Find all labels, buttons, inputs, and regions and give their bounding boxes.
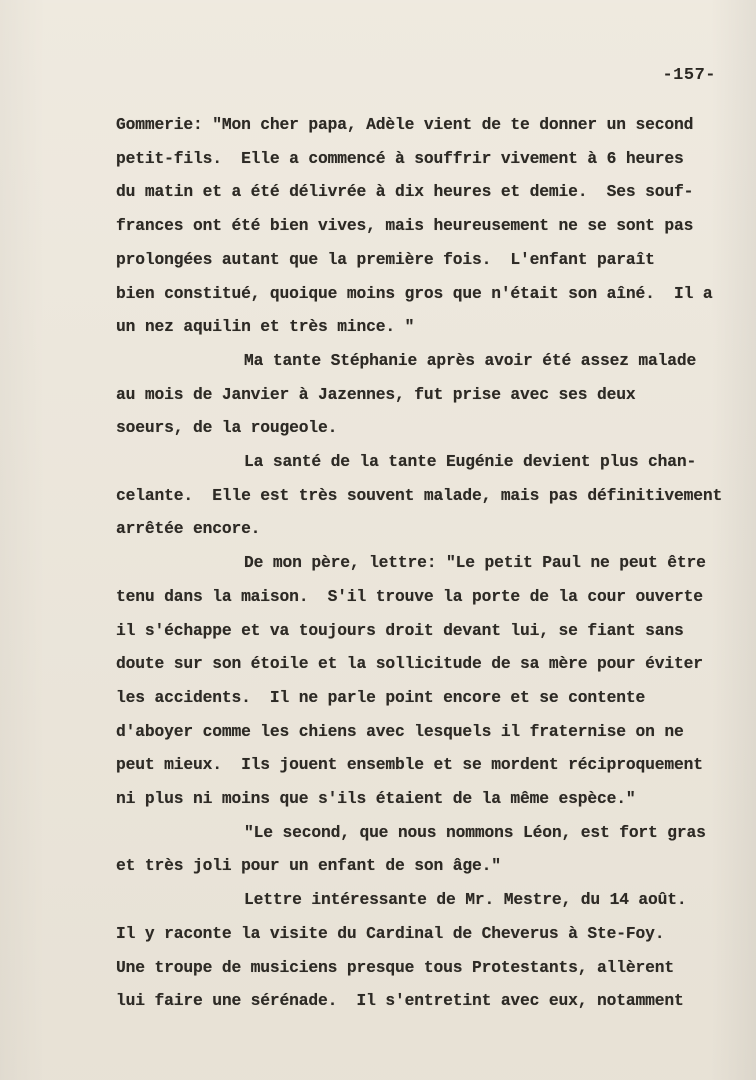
text-line: bien constitué, quoique moins gros que n'était son aîné. Il a	[116, 283, 713, 303]
text-line: au mois de Janvier à Jazennes, fut prise avec ses deux	[116, 384, 636, 404]
text-line: Ma tante Stéphanie après avoir été assez malade	[244, 350, 697, 370]
text-line: il s'échappe et va toujours droit devant lui, se fiant sans	[116, 620, 684, 640]
text-line: Lettre intéressante de Mr. Mestre, du 14 août.	[244, 890, 687, 910]
text-line: un nez aquilin et très mince. "	[116, 317, 415, 337]
text-line: La santé de la tante Eugénie devient plus chan-	[244, 452, 697, 471]
text-line: celante. Elle est très souvent malade, mais pas définitivement	[116, 485, 723, 505]
text-line: ni plus ni moins que s'ils étaient de la même espèce."	[116, 789, 636, 808]
text-line: "Le second, que nous nommons Léon, est fort gras	[244, 822, 706, 842]
text-line: tenu dans la maison. S'il trouve la porte de la cour ouverte	[116, 586, 703, 606]
page-number: -157-	[662, 66, 716, 85]
text-line: Gommerie: "Mon cher papa, Adèle vient de te donner un second	[116, 115, 694, 134]
text-line: lui faire une sérénade. Il s'entretint avec eux, notamment	[116, 991, 684, 1011]
text-line: d'aboyer comme les chiens avec lesquels il fraternise on ne	[116, 721, 684, 741]
text-line: du matin et a été délivrée à dix heures et demie. Ses souf-	[116, 182, 694, 202]
text-line: et très joli pour un enfant de son âge."	[116, 856, 501, 876]
text-line: De mon père, lettre: "Le petit Paul ne peut être	[244, 553, 706, 573]
text-line: les accidents. Il ne parle point encore et se contente	[116, 687, 646, 707]
text-line: peut mieux. Ils jouent ensemble et se mordent réciproquement	[116, 755, 703, 775]
text-line: petit-fils. Elle a commencé à souffrir vivement à 6 heures	[116, 148, 684, 168]
text-line: doute sur son étoile et la sollicitude de sa mère pour éviter	[116, 654, 703, 674]
text-line: arrêtée encore.	[116, 519, 261, 539]
text-line: soeurs, de la rougeole.	[116, 418, 338, 438]
text-line: frances ont été bien vives, mais heureusement ne se sont pas	[116, 216, 694, 236]
text-line: Il y raconte la visite du Cardinal de Cheverus à Ste-Foy.	[116, 923, 665, 943]
text-line: Une troupe de musiciens presque tous Protestants, allèrent	[116, 957, 674, 977]
text-line: prolongées autant que la première fois. L'enfant paraît	[116, 249, 655, 269]
